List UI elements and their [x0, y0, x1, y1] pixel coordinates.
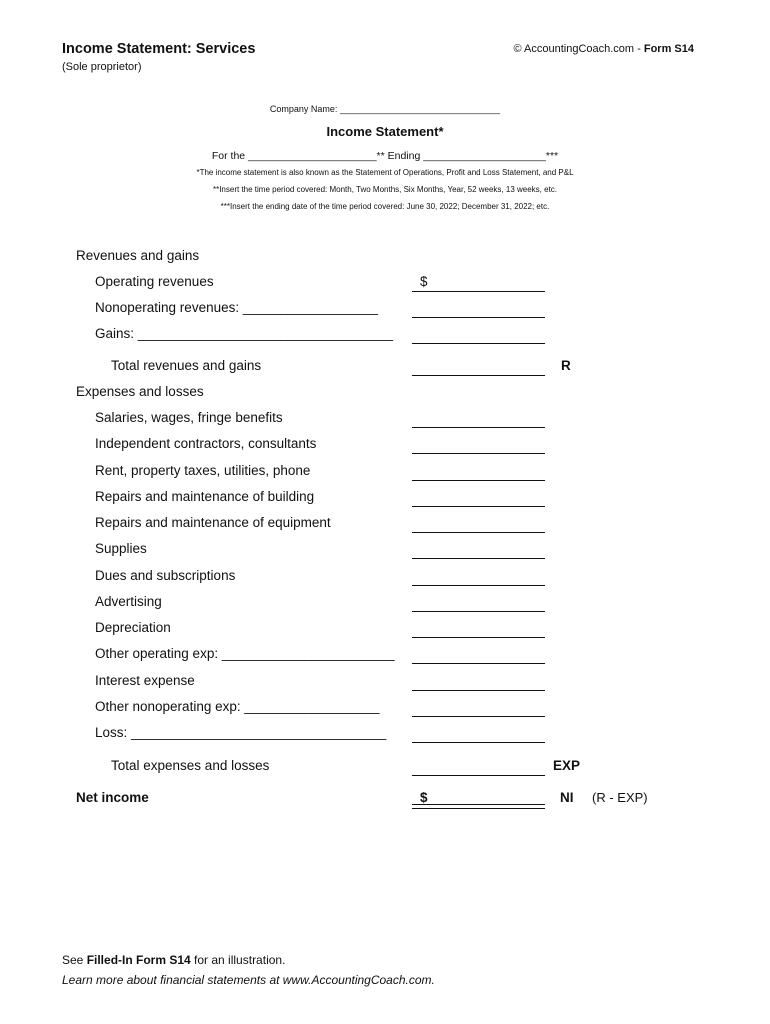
expense-row	[0, 594, 770, 614]
total-revenues-label: Total revenues and gains	[111, 358, 262, 373]
footer-see-prefix: See	[62, 953, 87, 967]
amount-line[interactable]	[412, 291, 545, 292]
expense-row	[0, 568, 770, 588]
total-revenues-row	[0, 358, 770, 378]
statement-title: Income Statement*	[326, 124, 444, 139]
expense-label: Supplies	[95, 541, 147, 556]
expense-label: Loss: __________________________________	[95, 725, 387, 740]
amount-line[interactable]	[412, 716, 545, 717]
nonoperating-revenues-row	[0, 300, 770, 320]
expense-label: Depreciation	[95, 620, 171, 635]
copyright-prefix: © AccountingCoach.com -	[513, 43, 644, 55]
footer-see-note	[62, 953, 285, 967]
expense-label: Independent contractors, consultants	[95, 436, 317, 451]
net-income-row	[0, 790, 770, 810]
operating-revenues-label: Operating revenues	[95, 274, 214, 289]
expense-label: Advertising	[95, 594, 162, 609]
amount-line[interactable]	[412, 532, 545, 533]
expense-label: Repairs and maintenance of equipment	[95, 515, 331, 530]
amount-line[interactable]	[412, 506, 545, 507]
expense-row	[0, 541, 770, 561]
expense-label: Rent, property taxes, utilities, phone	[95, 463, 311, 478]
expense-label: Dues and subscriptions	[95, 568, 236, 583]
gains-label: Gains: __________________________________	[95, 326, 394, 341]
amount-line[interactable]	[412, 427, 545, 428]
amount-line[interactable]	[412, 343, 545, 344]
expense-label: Repairs and maintenance of building	[95, 489, 315, 504]
amount-line[interactable]	[412, 375, 545, 376]
amount-line[interactable]	[412, 663, 545, 664]
expense-row	[0, 436, 770, 456]
amount-line[interactable]	[412, 453, 545, 454]
operating-revenues-row	[0, 274, 770, 294]
amount-line[interactable]	[412, 558, 545, 559]
dollar-sign: $	[420, 274, 428, 289]
total-revenues-tag: R	[561, 358, 571, 373]
amount-line[interactable]	[412, 317, 545, 318]
revenues-heading: Revenues and gains	[76, 248, 200, 263]
expense-row	[0, 463, 770, 483]
amount-line[interactable]	[412, 742, 545, 743]
total-expenses-label: Total expenses and losses	[111, 758, 270, 773]
amount-line[interactable]	[412, 775, 545, 776]
gains-row	[0, 326, 770, 346]
period-field: For the ______________________** Ending _____________________***	[211, 150, 559, 162]
expense-row	[0, 620, 770, 640]
copyright	[513, 43, 694, 55]
net-income-tag: NI	[560, 790, 574, 805]
amount-line[interactable]	[412, 611, 545, 612]
filled-in-form-link[interactable]: Filled-In Form S14	[86, 953, 191, 967]
total-expenses-row	[0, 758, 770, 778]
dollar-sign: $	[420, 790, 428, 805]
expense-row	[0, 673, 770, 693]
expense-row	[0, 725, 770, 745]
net-income-label: Net income	[76, 790, 149, 805]
page-subtitle: (Sole proprietor)	[62, 61, 142, 73]
amount-line[interactable]	[412, 690, 545, 691]
nonoperating-revenues-label: Nonoperating revenues: __________________	[95, 300, 378, 315]
revenues-heading-row	[0, 248, 770, 268]
form-label: Form S14	[643, 43, 694, 55]
footnote-2: **Insert the time period covered: Month, Two Months, Six Months, Year, 52 weeks, 13 weeks, etc.	[212, 185, 558, 194]
expense-row	[0, 646, 770, 666]
expense-label: Other nonoperating exp: __________________	[95, 699, 380, 714]
expense-row	[0, 410, 770, 430]
expense-row	[0, 515, 770, 535]
footnote-3: ***Insert the ending date of the time period covered: June 30, 2022; December 31, 2022; etc.	[220, 202, 550, 211]
expense-label: Salaries, wages, fringe benefits	[95, 410, 283, 425]
expense-row	[0, 699, 770, 719]
expenses-heading-row	[0, 384, 770, 404]
double-underline[interactable]	[412, 804, 545, 809]
expenses-heading: Expenses and losses	[76, 384, 204, 399]
footer-see-suffix: for an illustration.	[190, 953, 286, 967]
expense-label: Other operating exp: _______________________	[95, 646, 395, 661]
expense-row	[0, 489, 770, 509]
total-expenses-tag: EXP	[553, 758, 581, 773]
amount-line[interactable]	[412, 637, 545, 638]
expense-label: Interest expense	[95, 673, 195, 688]
page-title: Income Statement: Services	[62, 41, 256, 57]
company-name-field: Company Name: ________________________________	[269, 104, 501, 114]
amount-line[interactable]	[412, 585, 545, 586]
footer-learn-more: Learn more about financial statements at www.AccountingCoach.com.	[62, 973, 435, 987]
net-income-formula: (R - EXP)	[592, 790, 648, 805]
footnote-1: *The income statement is also known as the Statement of Operations, Profit and Loss Statement, and P&L	[196, 168, 574, 177]
amount-line[interactable]	[412, 480, 545, 481]
